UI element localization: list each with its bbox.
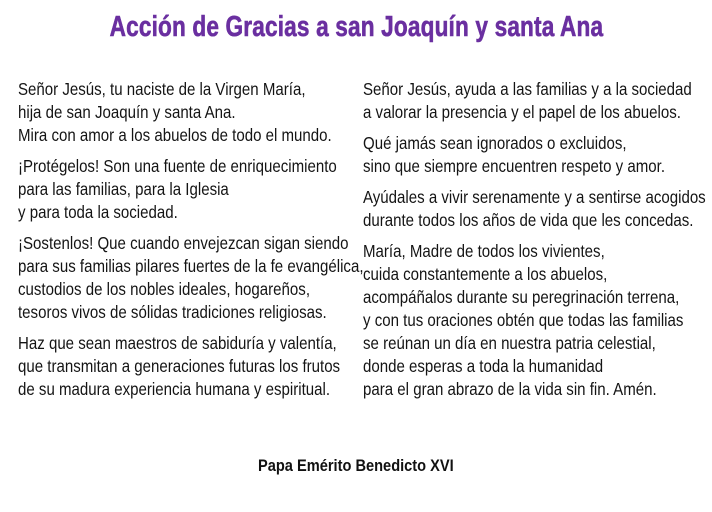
text-line: para las familias, para la Iglesia xyxy=(18,179,229,199)
right-paragraph-4 xyxy=(363,240,708,401)
text-line: y con tus oraciones obtén que todas las familias xyxy=(363,310,684,330)
text-line: ¡Sostenlos! Que cuando envejezcan sigan siendo xyxy=(18,233,349,253)
text-line: acompáñalos durante su peregrinación terrena, xyxy=(363,287,680,307)
right-paragraph-1 xyxy=(363,78,708,124)
signature: Papa Emérito Benedicto XVI xyxy=(258,456,454,475)
text-line: donde esperas a toda la humanidad xyxy=(363,356,604,376)
left-paragraph-4 xyxy=(18,332,358,401)
prayer-title: Acción de Gracias a san Joaquín y santa Ana xyxy=(109,11,603,43)
text-line: para sus familias pilares fuertes de la fe evangélica, xyxy=(18,256,364,276)
text-line: sino que siempre encuentren respeto y amor. xyxy=(363,156,666,176)
text-line: Ayúdales a vivir serenamente y a sentirse acogidos xyxy=(363,187,706,207)
text-line: hija de san Joaquín y santa Ana. xyxy=(18,102,236,122)
text-line: a valorar la presencia y el papel de los abuelos. xyxy=(363,102,681,122)
text-line: Señor Jesús, ayuda a las familias y a la sociedad xyxy=(363,79,692,99)
signature-container xyxy=(0,455,712,477)
left-paragraph-2 xyxy=(18,155,358,224)
text-line: tesoros vivos de sólidas tradiciones religiosas. xyxy=(18,302,327,322)
text-line: se reúnan un día en nuestra patria celestial, xyxy=(363,333,656,353)
text-line: que transmitan a generaciones futuras los frutos xyxy=(18,356,341,376)
title-container xyxy=(0,10,712,44)
text-line: Qué jamás sean ignorados o excluidos, xyxy=(363,133,627,153)
text-line: María, Madre de todos los vivientes, xyxy=(363,241,605,261)
text-line: de su madura experiencia humana y espiritual. xyxy=(18,379,331,399)
text-line: Haz que sean maestros de sabiduría y valentía, xyxy=(18,333,337,353)
right-paragraph-3 xyxy=(363,186,708,232)
right-paragraph-2 xyxy=(363,132,708,178)
text-line: ¡Protégelos! Son una fuente de enriquecimiento xyxy=(18,156,337,176)
text-line: Mira con amor a los abuelos de todo el mundo. xyxy=(18,125,332,145)
text-line: cuida constantemente a los abuelos, xyxy=(363,264,608,284)
left-paragraph-1 xyxy=(18,78,358,147)
text-line: para el gran abrazo de la vida sin fin. Amén. xyxy=(363,379,657,399)
left-column xyxy=(18,78,364,409)
left-paragraph-3 xyxy=(18,232,364,324)
text-line: durante todos los años de vida que les concedas. xyxy=(363,210,694,230)
right-column xyxy=(363,78,708,409)
text-line: y para toda la sociedad. xyxy=(18,202,178,222)
text-line: Señor Jesús, tu naciste de la Virgen María, xyxy=(18,79,306,99)
text-line: custodios de los nobles ideales, hogareños, xyxy=(18,279,311,299)
